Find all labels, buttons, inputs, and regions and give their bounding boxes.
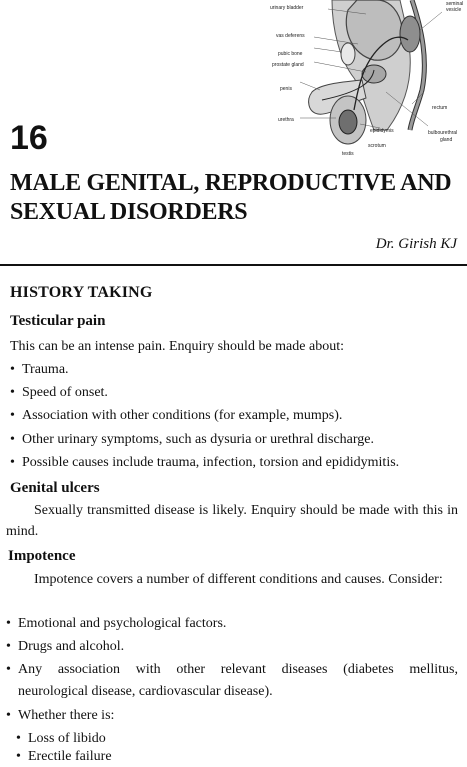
- list-item-text: Other urinary symptoms, such as dysuria or urethral discharge.: [22, 432, 374, 447]
- label-seminal-vesicle-2: vesicle: [446, 7, 462, 13]
- chapter-number: 16: [10, 119, 48, 157]
- list-item-continuation: neurological disease, cardiovascular disease).: [18, 684, 273, 699]
- bullet-icon: •: [16, 749, 21, 764]
- label-epididymis: epididymis: [370, 128, 394, 134]
- male-anatomy-illustration: [262, 0, 467, 160]
- label-urinary-bladder: urinary bladder: [270, 5, 304, 11]
- chapter-title-line-2: SEXUAL DISORDERS: [10, 199, 248, 225]
- list-item-text: Whether there is:: [18, 708, 115, 723]
- sub-list-item-text: Erectile failure: [28, 749, 112, 764]
- bullet-icon: •: [10, 432, 15, 447]
- label-bulbourethral-2: gland: [440, 137, 453, 143]
- list-item-text: Association with other conditions (for example, mumps).: [22, 408, 343, 423]
- list-item-text: Trauma.: [22, 362, 69, 377]
- anatomy-figure: [262, 0, 467, 160]
- chapter-title-line-1: MALE GENITAL, REPRODUCTIVE AND: [10, 170, 452, 196]
- testicular-intro: This can be an intense pain. Enquiry should be made about:: [10, 339, 344, 354]
- label-penis: penis: [280, 86, 292, 92]
- label-pubic-bone: pubic bone: [278, 51, 303, 57]
- author-name: Dr. Girish KJ: [375, 236, 457, 252]
- section-heading: HISTORY TAKING: [10, 284, 153, 301]
- bullet-icon: •: [16, 731, 21, 746]
- bullet-icon: •: [10, 385, 15, 400]
- bullet-icon: •: [6, 639, 11, 654]
- bullet-icon: •: [10, 362, 15, 377]
- list-item-text: Drugs and alcohol.: [18, 639, 125, 654]
- list-item-text: Possible causes include trauma, infection, torsion and epididymitis.: [22, 455, 400, 470]
- label-rectum: rectum: [432, 105, 448, 111]
- chapter-title: [10, 169, 460, 227]
- impotence-text: Impotence covers a number of different conditions and causes. Consider:: [34, 572, 443, 587]
- bullet-icon: •: [6, 616, 11, 631]
- bullet-icon: •: [10, 408, 15, 423]
- bullet-icon: •: [10, 455, 15, 470]
- subheading-impotence: Impotence: [8, 548, 76, 564]
- label-vas-deferens: vas deferens: [276, 33, 305, 39]
- label-scrotum: scrotum: [368, 143, 386, 149]
- label-urethra: urethra: [278, 117, 294, 123]
- header-divider: [0, 264, 467, 266]
- subheading-genital-ulcers: Genital ulcers: [10, 480, 100, 496]
- genital-ulcers-text: Sexually transmitted disease is likely. Enquiry should be made with this in mind.: [6, 503, 458, 539]
- bullet-icon: •: [6, 662, 11, 677]
- bullet-icon: •: [6, 708, 11, 723]
- label-bulbourethral-1: bulbourethral: [428, 130, 458, 136]
- sub-list-item-text: Loss of libido: [28, 731, 106, 746]
- label-prostate-gland: prostate gland: [272, 62, 304, 68]
- subheading-testicular-pain: Testicular pain: [10, 313, 106, 329]
- label-seminal-vesicle-1: seminal: [446, 1, 464, 7]
- list-item-text: Any association with other relevant diseases (diabetes mellitus,: [18, 662, 458, 677]
- list-item-text: Emotional and psychological factors.: [18, 616, 227, 631]
- label-testis: testis: [342, 151, 354, 157]
- list-item-text: Speed of onset.: [22, 385, 108, 400]
